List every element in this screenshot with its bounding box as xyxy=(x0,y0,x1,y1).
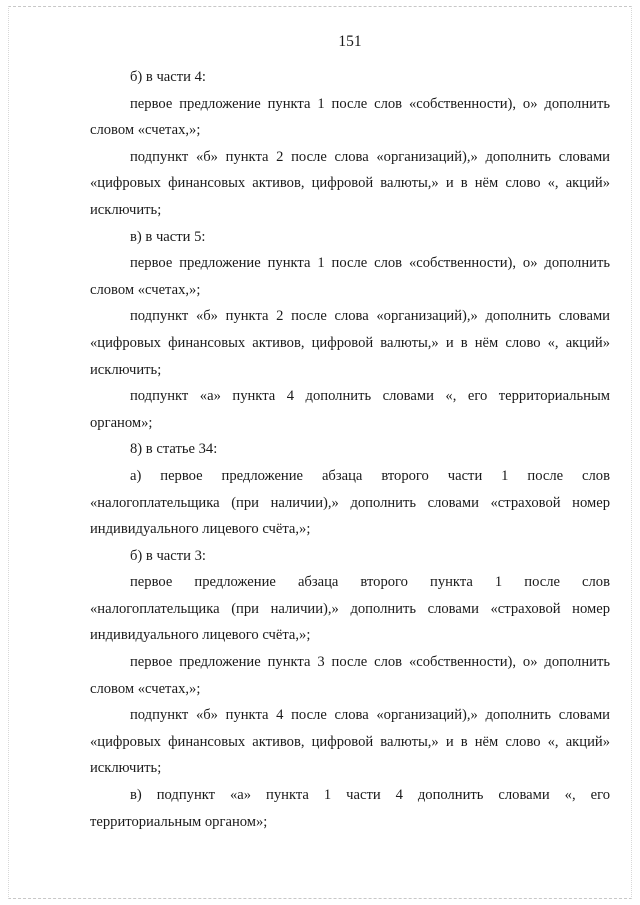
page-number: 151 xyxy=(338,33,362,50)
paragraph: первое предложение пункта 1 после слов «собственности), о» дополнить словом «счетах,»; xyxy=(90,255,610,298)
page-bottom-edge xyxy=(8,898,632,899)
paragraph: первое предложение пункта 3 после слов «собственности), о» дополнить словом «счетах,»; xyxy=(90,654,610,697)
page-left-edge xyxy=(8,6,9,899)
paragraph: в) подпункт «а» пункта 1 части 4 дополнить словами «, его территориальным органом»; xyxy=(90,787,610,830)
paragraph: подпункт «б» пункта 4 после слова «организаций),» дополнить словами «цифровых финансовых активов, цифровой валюты,» и в нём слово «, акций» исключить; xyxy=(90,707,610,777)
paragraph: 8) в статье 34: xyxy=(130,441,218,458)
paragraph: а) первое предложение абзаца второго части 1 после слов «налогоплательщика (при наличии),» дополнить словами «страховой номер индивидуального лицевого счёта,»; xyxy=(90,467,610,538)
paragraph: первое предложение абзаца второго пункта 1 после слов «налогоплательщика (при наличии),» дополнить словами «страховой номер индивидуального лицевого счёта,»; xyxy=(90,574,610,644)
document-body xyxy=(90,64,610,835)
paragraph: в) в части 5: xyxy=(130,228,206,245)
paragraph: подпункт «б» пункта 2 после слова «организаций),» дополнить словами «цифровых финансовых активов, цифровой валюты,» и в нём слово «, акций» исключить; xyxy=(90,148,610,218)
paragraph: подпункт «б» пункта 2 после слова «организаций),» дополнить словами «цифровых финансовых активов, цифровой валюты,» и в нём слово «, акций» исключить; xyxy=(90,308,610,378)
paragraph: б) в части 4: xyxy=(130,69,206,85)
paragraph: подпункт «а» пункта 4 дополнить словами «, его территориальным органом»; xyxy=(90,388,610,431)
page-right-edge xyxy=(631,6,632,899)
page-top-edge xyxy=(8,6,632,7)
paragraph: первое предложение пункта 1 после слов «собственности), о» дополнить словом «счетах,»; xyxy=(90,95,610,139)
paragraph: б) в части 3: xyxy=(130,547,206,564)
